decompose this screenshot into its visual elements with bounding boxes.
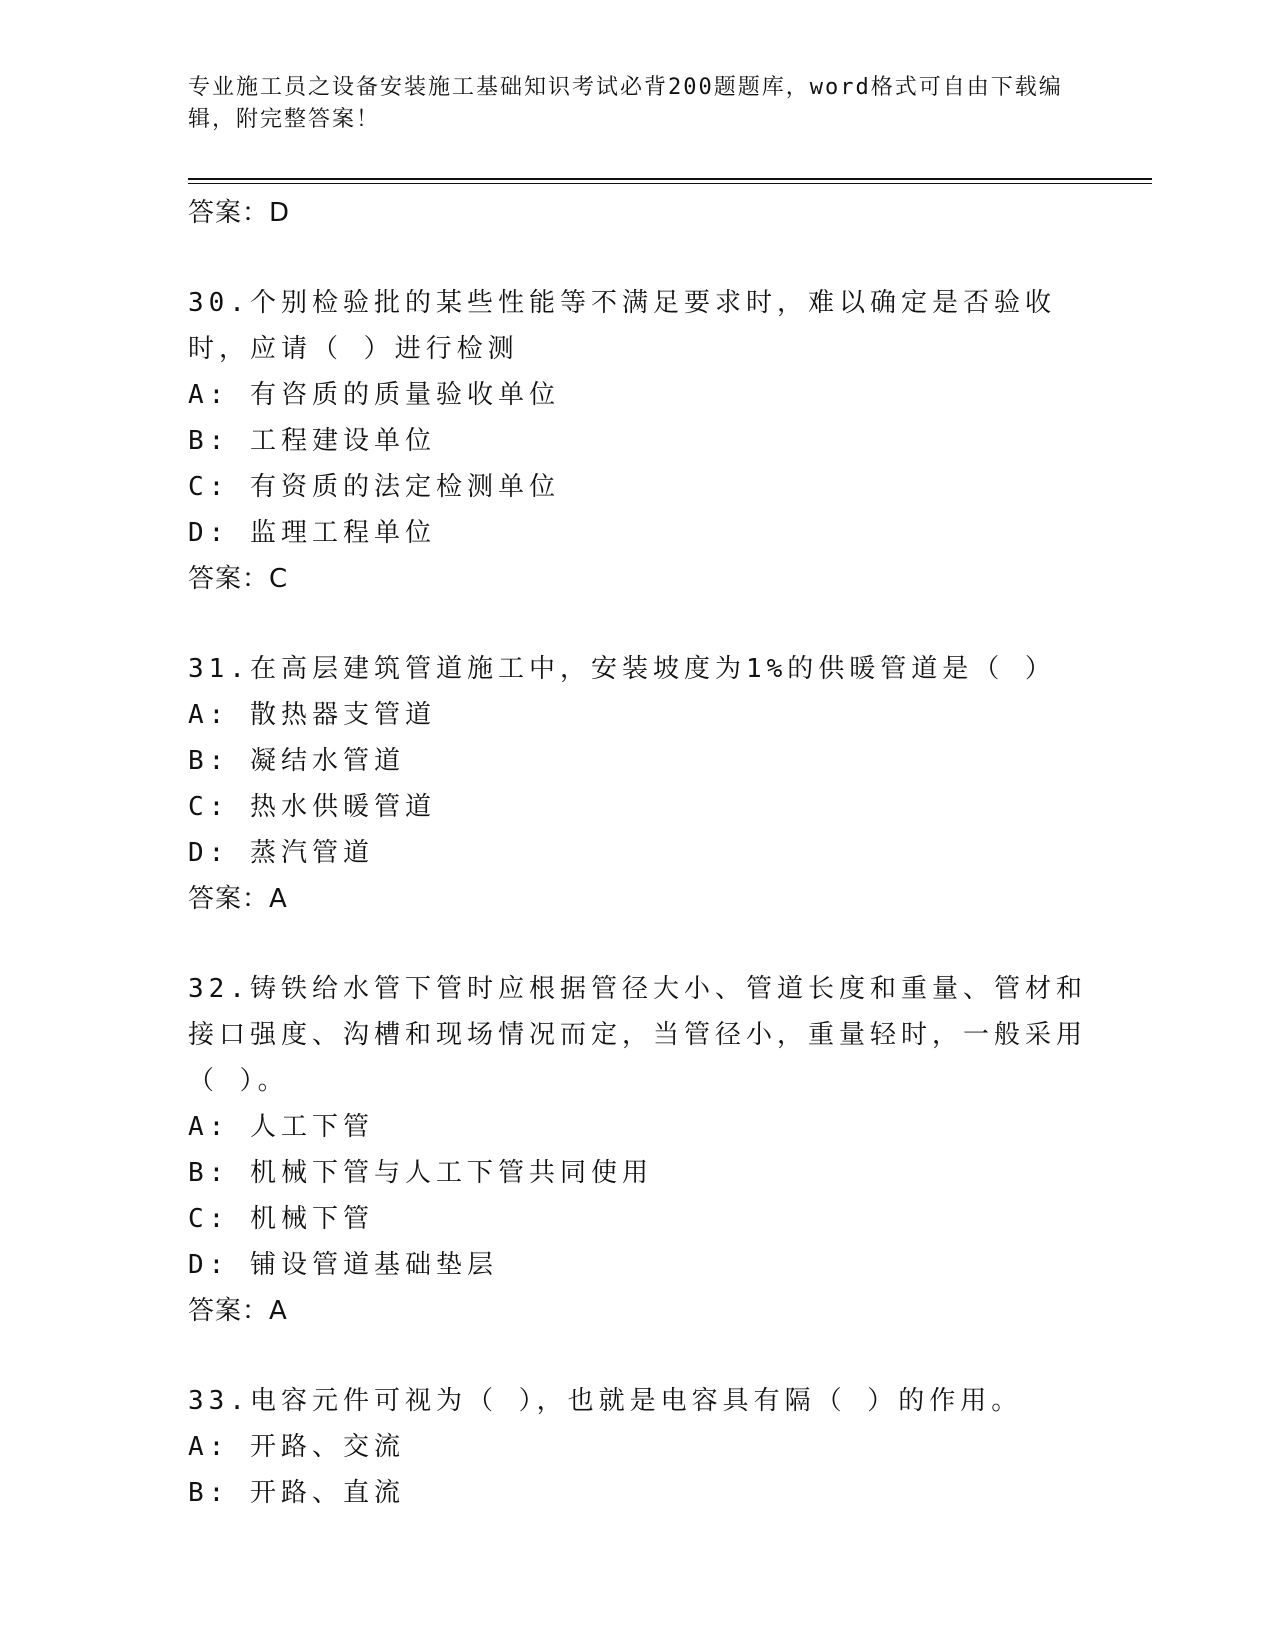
answer-line: 答案：D: [188, 198, 291, 228]
question-block: [188, 646, 1088, 922]
question-stem: 31.在高层建筑管道施工中，安装坡度为1%的供暖管道是（ ）: [188, 654, 1056, 684]
option-d: D: 铺设管道基础垫层: [188, 1250, 498, 1280]
option-c: C: 机械下管: [188, 1204, 374, 1234]
option-d: D: 监理工程单位: [188, 518, 436, 548]
answer-line: 答案：A: [188, 1296, 288, 1326]
option-b: B: 工程建设单位: [188, 426, 436, 456]
option-d: D: 蒸汽管道: [188, 838, 374, 868]
option-a: A: 散热器支管道: [188, 700, 436, 730]
header-rule: [188, 178, 1152, 180]
option-a: A: 有咨质的质量验收单位: [188, 380, 560, 410]
question-block: [188, 280, 1088, 602]
question-block: [188, 1378, 1088, 1516]
option-b: B: 凝结水管道: [188, 746, 405, 776]
answer-line: 答案：C: [188, 564, 289, 594]
document-header: 专业施工员之设备安装施工基础知识考试必背200题题库，word格式可自由下载编辑，附完整答案！: [188, 75, 1063, 132]
question-stem: 32.铸铁给水管下管时应根据管径大小、管道长度和重量、管材和接口强度、沟槽和现场情况而定，当管径小，重量轻时，一般采用（ ）。: [188, 974, 1088, 1096]
option-c: C: 热水供暖管道: [188, 792, 436, 822]
option-b: B: 开路、直流: [188, 1478, 405, 1508]
option-a: A: 开路、交流: [188, 1432, 405, 1462]
answer-line: 答案：A: [188, 884, 288, 914]
option-a: A: 人工下管: [188, 1112, 374, 1142]
question-stem: 33.电容元件可视为（ ），也就是电容具有隔（ ）的作用。: [188, 1386, 1023, 1416]
question-stem: 30.个别检验批的某些性能等不满足要求时，难以确定是否验收时，应请（ ）进行检测: [188, 288, 1056, 364]
question-block: [188, 966, 1088, 1334]
question-list: [188, 190, 1088, 1516]
option-b: B: 机械下管与人工下管共同使用: [188, 1158, 653, 1188]
header-rule-thin: [188, 183, 1152, 184]
option-c: C: 有资质的法定检测单位: [188, 472, 560, 502]
